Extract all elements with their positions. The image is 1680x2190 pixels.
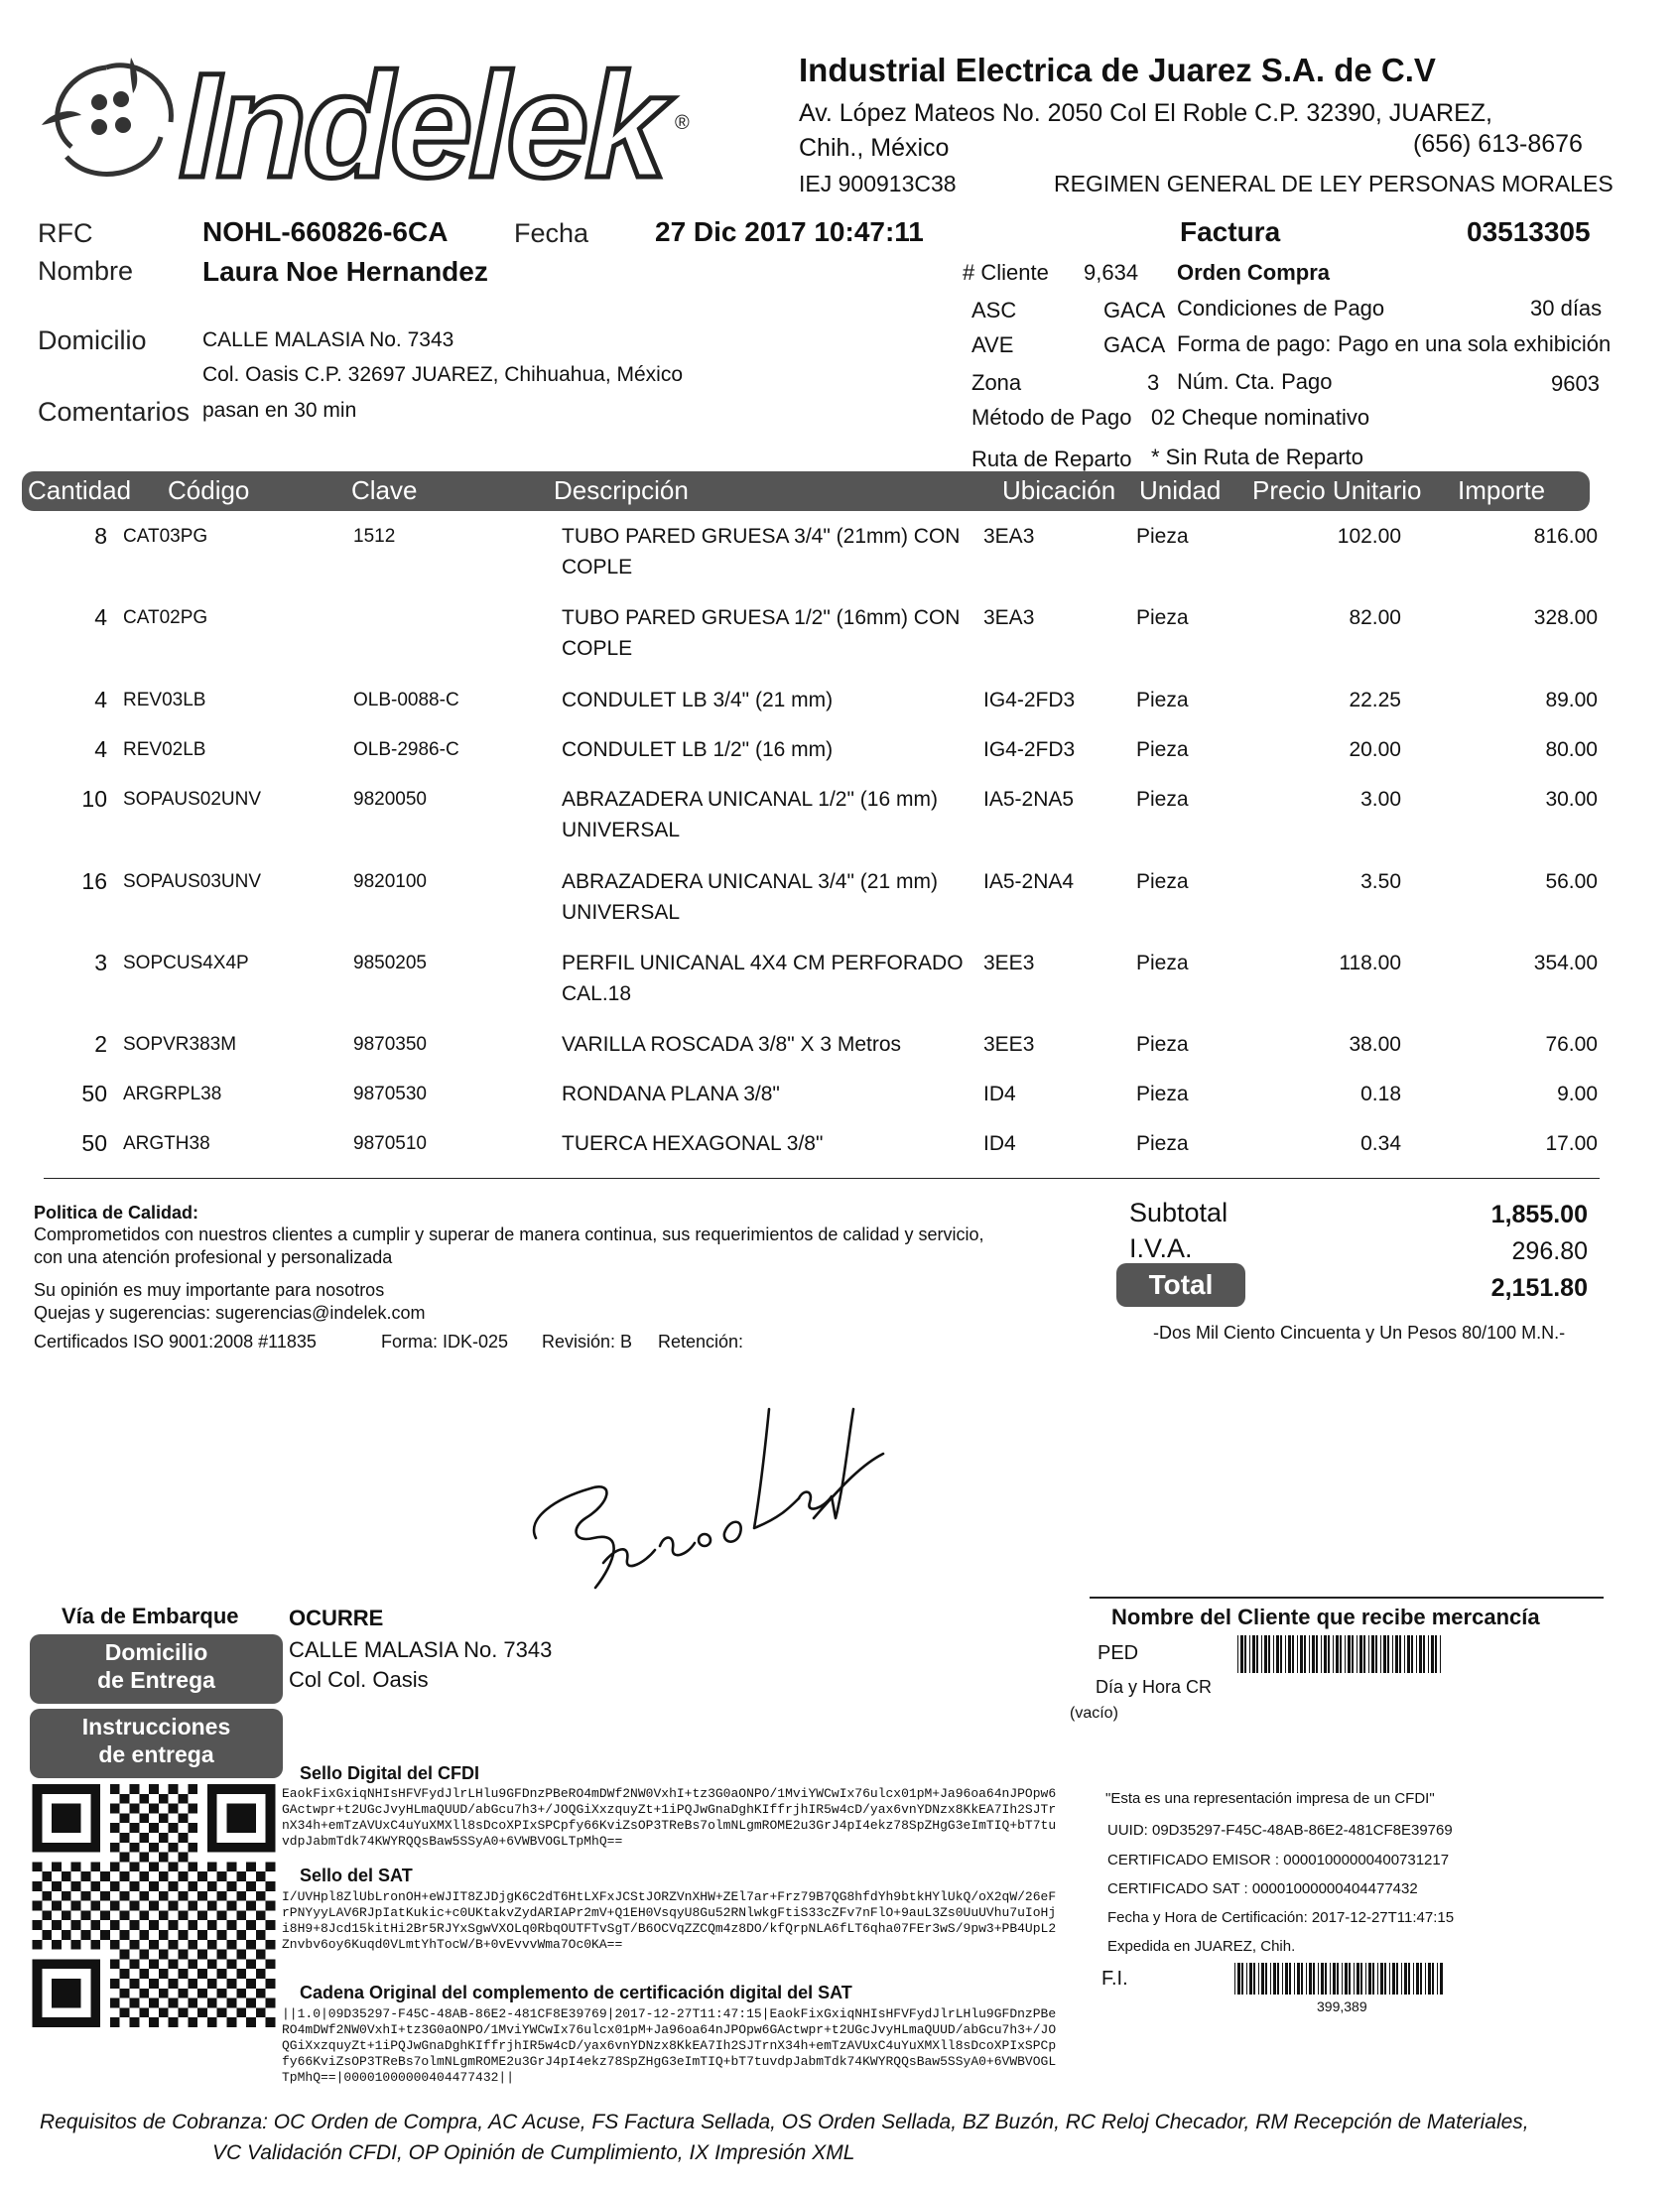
cell-unidad: Pieza — [1136, 1033, 1189, 1056]
cell-importe: 80.00 — [1545, 738, 1598, 761]
subtotal-label: Subtotal — [1129, 1198, 1228, 1227]
revision: Revisión: B — [542, 1332, 633, 1352]
iso-certificate: Certificados ISO 9001:2008 #11835 — [34, 1332, 317, 1352]
receptor-title: Nombre del Cliente que recibe mercancía — [1111, 1605, 1540, 1629]
cell-clave: 9820050 — [353, 789, 427, 810]
retencion-label: Retención: — [658, 1332, 744, 1352]
iva-value: 296.80 — [1511, 1237, 1588, 1265]
header-unidad: Unidad — [1139, 475, 1222, 505]
forma-pago-value: Pago en una sola exhibición — [1338, 331, 1612, 356]
domicilio-line-2: Col. Oasis C.P. 32697 JUAREZ, Chihuahua, México — [202, 363, 684, 386]
comentarios-value: pasan en 30 min — [202, 399, 357, 422]
cliente-label: # Cliente — [963, 260, 1049, 285]
cell-clave: 9820100 — [353, 871, 427, 892]
ave-value: GACA — [1103, 332, 1166, 357]
cell-clave: 9870530 — [353, 1084, 427, 1104]
cliente-value: 9,634 — [1084, 260, 1139, 285]
cell-code: SOPAUS02UNV — [123, 789, 262, 810]
cell-desc: PERFIL UNICANAL 4X4 CM PERFORADO CAL.18 — [562, 952, 964, 1005]
cell-clave: 9870350 — [353, 1034, 427, 1055]
qr-code — [30, 1784, 278, 2027]
condiciones-label: Condiciones de Pago — [1177, 296, 1385, 321]
cell-qty: 4 — [94, 687, 107, 712]
cadena-title: Cadena Original del complemento de certificación digital del SAT — [300, 1983, 852, 2002]
cell-qty: 4 — [94, 604, 107, 630]
cell-unidad: Pieza — [1136, 788, 1189, 811]
cell-qty: 2 — [94, 1031, 107, 1057]
company-rfc: IEJ 900913C38 — [799, 171, 957, 196]
cell-unidad: Pieza — [1136, 870, 1189, 893]
fecha-value: 27 Dic 2017 10:47:11 — [655, 216, 924, 247]
footer-line-1: Requisitos de Cobranza: OC Orden de Compra, AC Acuse, FS Factura Sellada, OS Orden Sellada, BZ Buzón, RC Reloj Checador, RM Recepción de Materiales, — [40, 2111, 1529, 2133]
domicilio-line-1: CALLE MALASIA No. 7343 — [202, 328, 454, 351]
cell-precio: 22.25 — [1349, 689, 1401, 711]
cell-ubic: IG4-2FD3 — [983, 738, 1076, 761]
items-table-header — [22, 471, 1590, 511]
factura-number: 03513305 — [1467, 216, 1591, 247]
cta-pago-label: Núm. Cta. Pago — [1177, 369, 1333, 394]
cell-ubic: ID4 — [983, 1132, 1016, 1155]
header-importe: Importe — [1458, 475, 1546, 505]
signature — [516, 1369, 893, 1608]
cell-qty: 16 — [81, 868, 107, 894]
policy-opinion: Su opinión es muy importante para nosotros — [34, 1280, 385, 1300]
cell-desc: VARILLA ROSCADA 3/8" X 3 Metros — [562, 1033, 902, 1056]
via-embarque-value: OCURRE — [289, 1606, 384, 1630]
cell-importe: 816.00 — [1533, 525, 1598, 548]
cell-ubic: 3EE3 — [983, 952, 1035, 974]
cell-qty: 50 — [81, 1081, 107, 1106]
factura-label: Factura — [1180, 216, 1281, 247]
cadena-text: ||1.0|09D35297-F45C-48AB-86E2-481CF8E39769|2017-12-27T11:47:15|EaokFixGxiqNHIsHFVFydJlrLHlu9GFDnzPBeRO4mDWf2NW0VxhI+tz3G0aONPO/1MviYWCwIx76ulcx01pM+Ja96oa64nJPOpw6GActwpr+t2UGcJvyHLmaQUUD/abGcu7h3+/JOQGiXxzquyZt+1iPQJwGnaDghKIffrjhIR5w4cD/yax6vnYDNzx8KkEA7Ih2SJTrnX34h+emTzAVUxC4uYuXMXll8sDcoXPIxSPCpfy66KviZsOP3TReBs7olmNLgmROME2u3GrJ4pI4ekz78SpZHgG3eImTIQ+bT7tuvdpJabmTdk74KWYRQQsBaw5SSyA0+6VWBVOGLTpMhQ==|00001000000404477432|| — [282, 2006, 1057, 2085]
via-embarque-label: Vía de Embarque — [62, 1604, 239, 1628]
cell-code: SOPCUS4X4P — [123, 953, 249, 973]
fecha-certificacion: Fecha y Hora de Certificación: 2017-12-27T11:47:15 — [1107, 1909, 1455, 1926]
instrucciones-entrega-label: Instrucciones de entrega — [81, 1714, 231, 1767]
metodo-pago-value: 02 Cheque nominativo — [1151, 405, 1370, 430]
forma-code: Forma: IDK-025 — [381, 1332, 509, 1352]
forma-pago-label: Forma de pago: — [1177, 331, 1332, 356]
header-descripcion: Descripción — [554, 475, 689, 505]
logo-registered: ® — [675, 112, 690, 134]
total-in-words: -Dos Mil Ciento Cincuenta y Un Pesos 80/100 M.N.- — [1153, 1323, 1566, 1343]
cell-unidad: Pieza — [1136, 738, 1189, 761]
cell-precio: 102.00 — [1337, 525, 1401, 548]
cell-clave: 9850205 — [353, 953, 427, 973]
company-name: Industrial Electrica de Juarez S.A. de C.V — [799, 52, 1436, 88]
nombre-value: Laura Noe Hernandez — [202, 256, 488, 287]
cell-desc: ABRAZADERA UNICANAL 1/2" (16 mm) UNIVERSAL — [562, 788, 938, 841]
cell-clave: OLB-0088-C — [353, 690, 459, 710]
zona-value: 3 — [1147, 370, 1160, 395]
cell-desc: TUERCA HEXAGONAL 3/8" — [562, 1132, 824, 1155]
total-label: Total — [1116, 1263, 1245, 1307]
cell-unidad: Pieza — [1136, 525, 1189, 548]
cell-code: ARGTH38 — [123, 1133, 210, 1154]
cell-precio: 3.00 — [1360, 788, 1401, 811]
cell-desc: ABRAZADERA UNICANAL 3/4" (21 mm) UNIVERSAL — [562, 870, 938, 924]
cell-ubic: IA5-2NA5 — [983, 788, 1075, 811]
orden-compra-label: Orden Compra — [1177, 260, 1331, 285]
cell-unidad: Pieza — [1136, 1083, 1189, 1105]
condiciones-value: 30 días — [1530, 296, 1603, 321]
entrega-address-2: Col Col. Oasis — [289, 1667, 429, 1692]
cell-qty: 3 — [94, 950, 107, 975]
ped-barcode — [1237, 1635, 1446, 1675]
cell-code: CAT02PG — [123, 607, 208, 628]
cta-pago-value: 9603 — [1551, 371, 1600, 396]
cfdi-uuid: UUID: 09D35297-F45C-48AB-86E2-481CF8E39769 — [1107, 1822, 1453, 1839]
comentarios-label: Comentarios — [38, 397, 191, 427]
rfc-label: RFC — [38, 218, 93, 248]
cell-importe: 354.00 — [1533, 952, 1598, 974]
cell-code: ARGRPL38 — [123, 1084, 222, 1104]
cell-importe: 17.00 — [1545, 1132, 1598, 1155]
asc-label: ASC — [971, 298, 1017, 322]
cert-emisor: CERTIFICADO EMISOR : 00001000000400731217 — [1107, 1852, 1450, 1868]
nombre-label: Nombre — [38, 256, 134, 286]
zona-label: Zona — [971, 370, 1022, 395]
header-clave: Clave — [351, 475, 418, 505]
ruta-reparto-label: Ruta de Reparto — [971, 447, 1132, 471]
fi-number: 399,389 — [1317, 1998, 1367, 2014]
cell-importe: 89.00 — [1545, 689, 1598, 711]
cell-precio: 38.00 — [1349, 1033, 1401, 1056]
cell-code: CAT03PG — [123, 526, 208, 547]
table-bottom-rule — [44, 1178, 1600, 1179]
sello-cfdi-text: EaokFixGxiqNHIsHFVFydJlrLHlu9GFDnzPBeRO4mDWf2NW0VxhI+tz3G0aONPO/1MviYWCwIx76ulcx01pM+Ja96oa64nJPOpw6GActwpr+t2UGcJvyHLmaQUUD/abGcu7h3+/JOQGiXxzquyZt+1iPQJwGnaDghKIffrjhIR5w4cD/yax6vnYDNzx8KkEA7Ih2SJTrnX34h+emTzAVUxC4uYuXMXll8sDcoXPIxSPCpfy66KviZsOP3TReBs7olmNLgmROME2u3GrJ4pI4ekz78SpZHgG3eImTIQ+bT7tuvdpJabmTdk74KWYRQQsBaw5SSyA0+6VWBVOGLTpMhQ== — [282, 1786, 1057, 1849]
cell-qty: 4 — [94, 736, 107, 762]
logo-brand: Indelek — [179, 42, 664, 196]
rfc-value: NOHL-660826-6CA — [202, 216, 449, 247]
asc-value: GACA — [1103, 298, 1166, 322]
instrucciones-entrega-button — [30, 1709, 283, 1778]
cell-code: REV03LB — [123, 690, 206, 710]
header-cantidad: Cantidad — [28, 475, 132, 505]
cell-importe: 76.00 — [1545, 1033, 1598, 1056]
cert-sat: CERTIFICADO SAT : 00001000000404477432 — [1107, 1880, 1418, 1897]
footer-line-2: VC Validación CFDI, OP Opinión de Cumplimiento, IX Impresión XML — [212, 2141, 855, 2164]
policy-line-2: con una atención profesional y personalizada — [34, 1247, 393, 1267]
cell-importe: 328.00 — [1533, 606, 1598, 629]
policy-quejas: Quejas y sugerencias: sugerencias@indelek.com — [34, 1303, 426, 1323]
cell-code: REV02LB — [123, 739, 206, 760]
domicilio-entrega-label: Domicilio de Entrega — [97, 1639, 215, 1693]
cfdi-representation: "Esta es una representación impresa de un CFDI" — [1105, 1790, 1435, 1807]
cell-precio: 82.00 — [1349, 606, 1401, 629]
sello-sat-text: I/UVHpl8ZlUbLronOH+eWJIT8ZJDjgK6C2dT6HtLXFxJCStJORZVnXHW+ZEl7ar+Frz79B7QG8hfdYh9btkHYlUkQ/oX2qW/26eFrPNYyyLAV6RJpIatKukic+c0UKtakvZydARIAPr2mV+Q1EH0VsqyU8Gu52RNlwkgFtiS33cZFv7nFlO+9auL3Zs0UuUVhu7uIoHji8H9+8Jcd15kitHi2Br5RJYxSgwVXOLq0RbqOUTFTvSgT/B6OCVqZZCQm4z8DO/kfQrpNLA6fLT6qha07FEr3wS/9pw3+PB4UpL2Znvbv6oy6Kuqd0VLmtYhTocW/B+0vEvvvWma7Oc0KA== — [282, 1889, 1057, 1952]
cell-ubic: 3EA3 — [983, 606, 1035, 629]
cell-importe: 30.00 — [1545, 788, 1598, 811]
cell-unidad: Pieza — [1136, 689, 1189, 711]
cell-code: SOPAUS03UNV — [123, 871, 262, 892]
cell-ubic: IA5-2NA4 — [983, 870, 1075, 893]
policy-line-1: Comprometidos con nuestros clientes a cumplir y superar de manera continua, sus requerimientos de calidad y servicio, — [34, 1224, 984, 1244]
policy-title: Politica de Calidad: — [34, 1203, 199, 1223]
vacio-label: (vacío) — [1070, 1705, 1118, 1722]
cell-precio: 3.50 — [1360, 870, 1401, 893]
cell-code: SOPVR383M — [123, 1034, 237, 1055]
cell-ubic: 3EA3 — [983, 525, 1035, 548]
cell-unidad: Pieza — [1136, 1132, 1189, 1155]
cell-importe: 9.00 — [1557, 1083, 1598, 1105]
cell-importe: 56.00 — [1545, 870, 1598, 893]
ruta-reparto-value: * Sin Ruta de Reparto — [1151, 445, 1364, 469]
expedida-en: Expedida en JUAREZ, Chih. — [1107, 1938, 1296, 1955]
cell-qty: 10 — [81, 786, 107, 812]
cell-precio: 0.34 — [1360, 1132, 1401, 1155]
sello-sat-title: Sello del SAT — [300, 1866, 413, 1885]
cell-desc: CONDULET LB 1/2" (16 mm) — [562, 738, 834, 761]
metodo-pago-label: Método de Pago — [971, 405, 1132, 430]
total-value: 2,151.80 — [1490, 1274, 1588, 1302]
domicilio-entrega-button — [30, 1634, 283, 1704]
cell-ubic: IG4-2FD3 — [983, 689, 1076, 711]
cell-ubic: 3EE3 — [983, 1033, 1035, 1056]
header-ubicacion: Ubicación — [1002, 475, 1116, 505]
company-phone: (656) 613-8676 — [1413, 130, 1583, 158]
company-regime: REGIMEN GENERAL DE LEY PERSONAS MORALES — [1054, 171, 1614, 196]
cell-qty: 50 — [81, 1130, 107, 1156]
cell-precio: 118.00 — [1339, 952, 1401, 974]
company-logo — [22, 28, 697, 196]
cell-qty: 8 — [94, 523, 107, 549]
cell-precio: 0.18 — [1360, 1083, 1401, 1105]
dia-hora-label: Día y Hora CR — [1096, 1677, 1213, 1697]
receptor-signature-line — [1090, 1597, 1604, 1599]
cell-desc: CONDULET LB 3/4" (21 mm) — [562, 689, 834, 711]
subtotal-value: 1,855.00 — [1490, 1201, 1588, 1228]
cell-precio: 20.00 — [1349, 738, 1401, 761]
ave-label: AVE — [971, 332, 1014, 357]
iva-label: I.V.A. — [1129, 1233, 1193, 1263]
sello-cfdi-title: Sello Digital del CFDI — [300, 1763, 480, 1783]
domicilio-label: Domicilio — [38, 325, 147, 355]
fecha-label: Fecha — [514, 218, 589, 248]
cell-clave: OLB-2986-C — [353, 739, 459, 760]
cell-desc: RONDANA PLANA 3/8" — [562, 1083, 780, 1105]
header-codigo: Código — [168, 475, 250, 505]
cell-clave: 1512 — [353, 526, 396, 547]
cell-ubic: ID4 — [983, 1083, 1016, 1105]
cell-desc: TUBO PARED GRUESA 1/2" (16mm) CON COPLE — [562, 606, 961, 660]
fi-barcode — [1234, 1963, 1445, 2002]
company-address-1: Av. López Mateos No. 2050 Col El Roble C.P. 32390, JUAREZ, — [799, 99, 1492, 127]
entrega-address-1: CALLE MALASIA No. 7343 — [289, 1637, 553, 1662]
fi-label: F.I. — [1101, 1968, 1128, 1990]
company-address-2: Chih., México — [799, 134, 950, 162]
cell-clave: 9870510 — [353, 1133, 427, 1154]
cell-unidad: Pieza — [1136, 952, 1189, 974]
ped-label: PED — [1098, 1642, 1139, 1664]
cell-unidad: Pieza — [1136, 606, 1189, 629]
header-precio: Precio Unitario — [1252, 475, 1422, 505]
cell-desc: TUBO PARED GRUESA 3/4" (21mm) CON COPLE — [562, 525, 961, 579]
